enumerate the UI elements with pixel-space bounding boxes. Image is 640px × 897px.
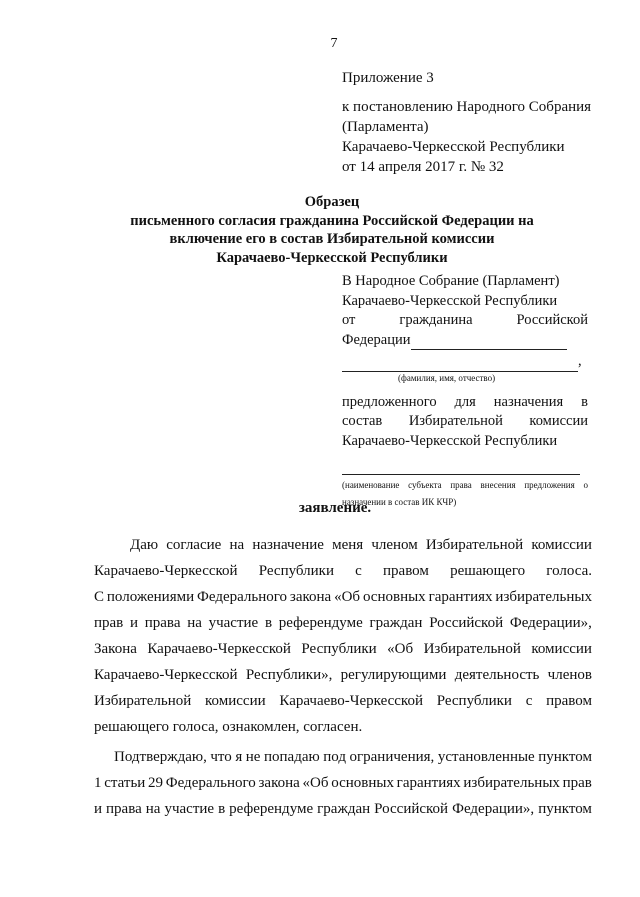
fio-caption: (фамилия, имя, отчество) bbox=[398, 372, 496, 383]
word: положениями bbox=[106, 589, 195, 605]
title-line: Образец bbox=[304, 194, 360, 210]
address-block bbox=[342, 272, 588, 509]
paragraph bbox=[94, 744, 592, 822]
word: участие bbox=[164, 801, 215, 817]
word: для bbox=[454, 393, 476, 410]
word: прав bbox=[94, 615, 124, 631]
statement-heading: заявление. bbox=[298, 500, 372, 516]
from-line bbox=[342, 311, 588, 331]
word: права bbox=[106, 801, 142, 817]
appendix-line: к постановлению Народного Собрания bbox=[342, 99, 592, 115]
word: референдуме bbox=[278, 615, 363, 631]
word: участие bbox=[208, 615, 259, 631]
word: пунктом bbox=[538, 801, 592, 817]
text-line bbox=[94, 714, 592, 740]
text-line bbox=[94, 584, 592, 610]
text-line bbox=[94, 558, 592, 584]
word: Федерального bbox=[165, 775, 256, 791]
word: внесения bbox=[480, 480, 516, 490]
word: Избирательной bbox=[408, 413, 503, 429]
word: комиссии bbox=[531, 641, 592, 657]
word: решающего голоса, ознакомлен, согласен. bbox=[94, 719, 363, 735]
word: «Об bbox=[334, 589, 361, 605]
word: гарантиях bbox=[396, 775, 461, 791]
appendix-line: от 14 апреля 2017 г. № 32 bbox=[342, 159, 504, 175]
word: Карачаево-Черкесской bbox=[279, 693, 423, 709]
word: с bbox=[525, 693, 533, 709]
word: не bbox=[245, 749, 261, 765]
appendix-block bbox=[342, 68, 591, 177]
word: Подтверждаю, bbox=[114, 749, 207, 765]
word: и bbox=[94, 801, 103, 817]
blank-line bbox=[342, 459, 580, 475]
word: права bbox=[450, 480, 472, 490]
word: Карачаево-Черкесской bbox=[94, 667, 238, 683]
word: Избирательной bbox=[423, 641, 521, 657]
proposed-line bbox=[342, 412, 588, 432]
word: на bbox=[187, 615, 202, 631]
word: «Об bbox=[302, 775, 329, 791]
word: в bbox=[264, 615, 273, 631]
word: 29 bbox=[148, 775, 164, 791]
word: Карачаево-Черкесской bbox=[147, 641, 291, 657]
word: статьи bbox=[104, 775, 146, 791]
word: С bbox=[94, 589, 105, 605]
word: комиссии bbox=[205, 693, 266, 709]
proposed-line bbox=[342, 393, 588, 413]
word: о bbox=[583, 480, 588, 490]
word: в bbox=[581, 393, 588, 410]
document-title bbox=[0, 193, 640, 267]
word: Российской bbox=[516, 312, 588, 328]
word: Федерации», bbox=[509, 615, 592, 631]
word: от bbox=[342, 312, 356, 328]
word: Российской bbox=[374, 801, 449, 817]
text-line bbox=[94, 770, 592, 796]
proposed-line: Карачаево-Черкесской Республики bbox=[342, 432, 558, 449]
word: ограничения, bbox=[349, 749, 435, 765]
word: деятельность bbox=[454, 667, 540, 683]
word: закона bbox=[289, 589, 332, 605]
word: «Об bbox=[387, 641, 414, 657]
word: граждан bbox=[317, 801, 371, 817]
fio-line bbox=[342, 352, 588, 372]
word: Федерального bbox=[197, 589, 288, 605]
word: членом bbox=[371, 537, 418, 553]
appendix-title: Приложение 3 bbox=[342, 70, 434, 86]
comma: , bbox=[578, 353, 582, 369]
word: членов bbox=[547, 667, 592, 683]
word: комиссии bbox=[531, 537, 592, 553]
text-line bbox=[94, 744, 592, 770]
word: я bbox=[235, 749, 243, 765]
word: гарантиях bbox=[428, 589, 493, 605]
word: Избирательной bbox=[94, 693, 192, 709]
word: граждан bbox=[369, 615, 423, 631]
word: попадаю bbox=[263, 749, 320, 765]
paragraph bbox=[94, 532, 592, 740]
word: права bbox=[144, 615, 181, 631]
word: основных bbox=[331, 775, 394, 791]
text-line bbox=[94, 662, 592, 688]
word: референдуме bbox=[229, 801, 314, 817]
text-line bbox=[94, 532, 592, 558]
appendix-line: Карачаево-Черкесской Республики bbox=[342, 139, 565, 155]
word: состав bbox=[342, 413, 383, 429]
text-line bbox=[94, 636, 592, 662]
subject-caption bbox=[342, 479, 588, 492]
word: установленные bbox=[437, 749, 535, 765]
title-line: Карачаево-Черкесской Республики bbox=[216, 249, 448, 266]
word: Республики bbox=[258, 563, 334, 579]
word: Федерации», bbox=[452, 801, 535, 817]
word: комиссии bbox=[529, 413, 588, 429]
word: назначения bbox=[493, 393, 564, 410]
word: основных bbox=[362, 589, 426, 605]
title-line: письменного согласия гражданина Российской Федерации на bbox=[130, 212, 534, 229]
word: избирательных bbox=[495, 589, 592, 605]
recipient-line: В Народное Собрание (Парламент) bbox=[342, 273, 560, 289]
word: субъекта bbox=[408, 480, 442, 490]
federation-line bbox=[342, 331, 588, 351]
word: Избирательной bbox=[425, 537, 524, 553]
title-line: включение его в состав Избирательной комиссии bbox=[169, 231, 495, 247]
word: голоса. bbox=[546, 563, 592, 579]
word: избирательных bbox=[463, 775, 560, 791]
blank-line bbox=[342, 356, 578, 372]
word: предложенного bbox=[342, 393, 437, 410]
appendix-line: (Парламента) bbox=[342, 119, 429, 135]
word: под bbox=[323, 749, 346, 765]
word: согласие bbox=[166, 537, 222, 553]
word: на bbox=[229, 537, 245, 553]
word: Республики», bbox=[245, 667, 333, 683]
word: правом bbox=[546, 693, 592, 709]
word: 1 bbox=[94, 775, 102, 791]
word: закона bbox=[258, 775, 300, 791]
page-number: 7 bbox=[330, 36, 338, 51]
word: правом bbox=[383, 563, 429, 579]
word: меня bbox=[332, 537, 364, 553]
word: Даю bbox=[130, 537, 159, 553]
recipient-line: Карачаево-Черкесской Республики bbox=[342, 292, 558, 309]
word: Республики bbox=[436, 693, 512, 709]
word: и bbox=[130, 615, 139, 631]
word: Республики bbox=[301, 641, 377, 657]
word: Карачаево-Черкесской bbox=[94, 563, 238, 579]
subject-caption: назначении в состав ИК КЧР) bbox=[342, 497, 457, 507]
word: Российской bbox=[429, 615, 504, 631]
text-line bbox=[94, 610, 592, 636]
word: гражданина bbox=[399, 312, 473, 328]
statement-body bbox=[94, 532, 592, 822]
word: Закона bbox=[94, 641, 137, 657]
word: решающего bbox=[450, 563, 526, 579]
word: в bbox=[218, 801, 226, 817]
word: пунктом bbox=[538, 749, 592, 765]
word: Федерации bbox=[342, 331, 411, 348]
word: предложения bbox=[524, 480, 575, 490]
word: (наименование bbox=[342, 480, 400, 490]
word: что bbox=[210, 749, 232, 765]
word: назначение bbox=[252, 537, 324, 553]
word: с bbox=[355, 563, 362, 579]
word: прав bbox=[562, 775, 592, 791]
blank-line bbox=[411, 334, 567, 350]
word: регулирующими bbox=[340, 667, 447, 683]
word: на bbox=[145, 801, 161, 817]
text-line bbox=[94, 796, 592, 822]
text-line bbox=[94, 688, 592, 714]
